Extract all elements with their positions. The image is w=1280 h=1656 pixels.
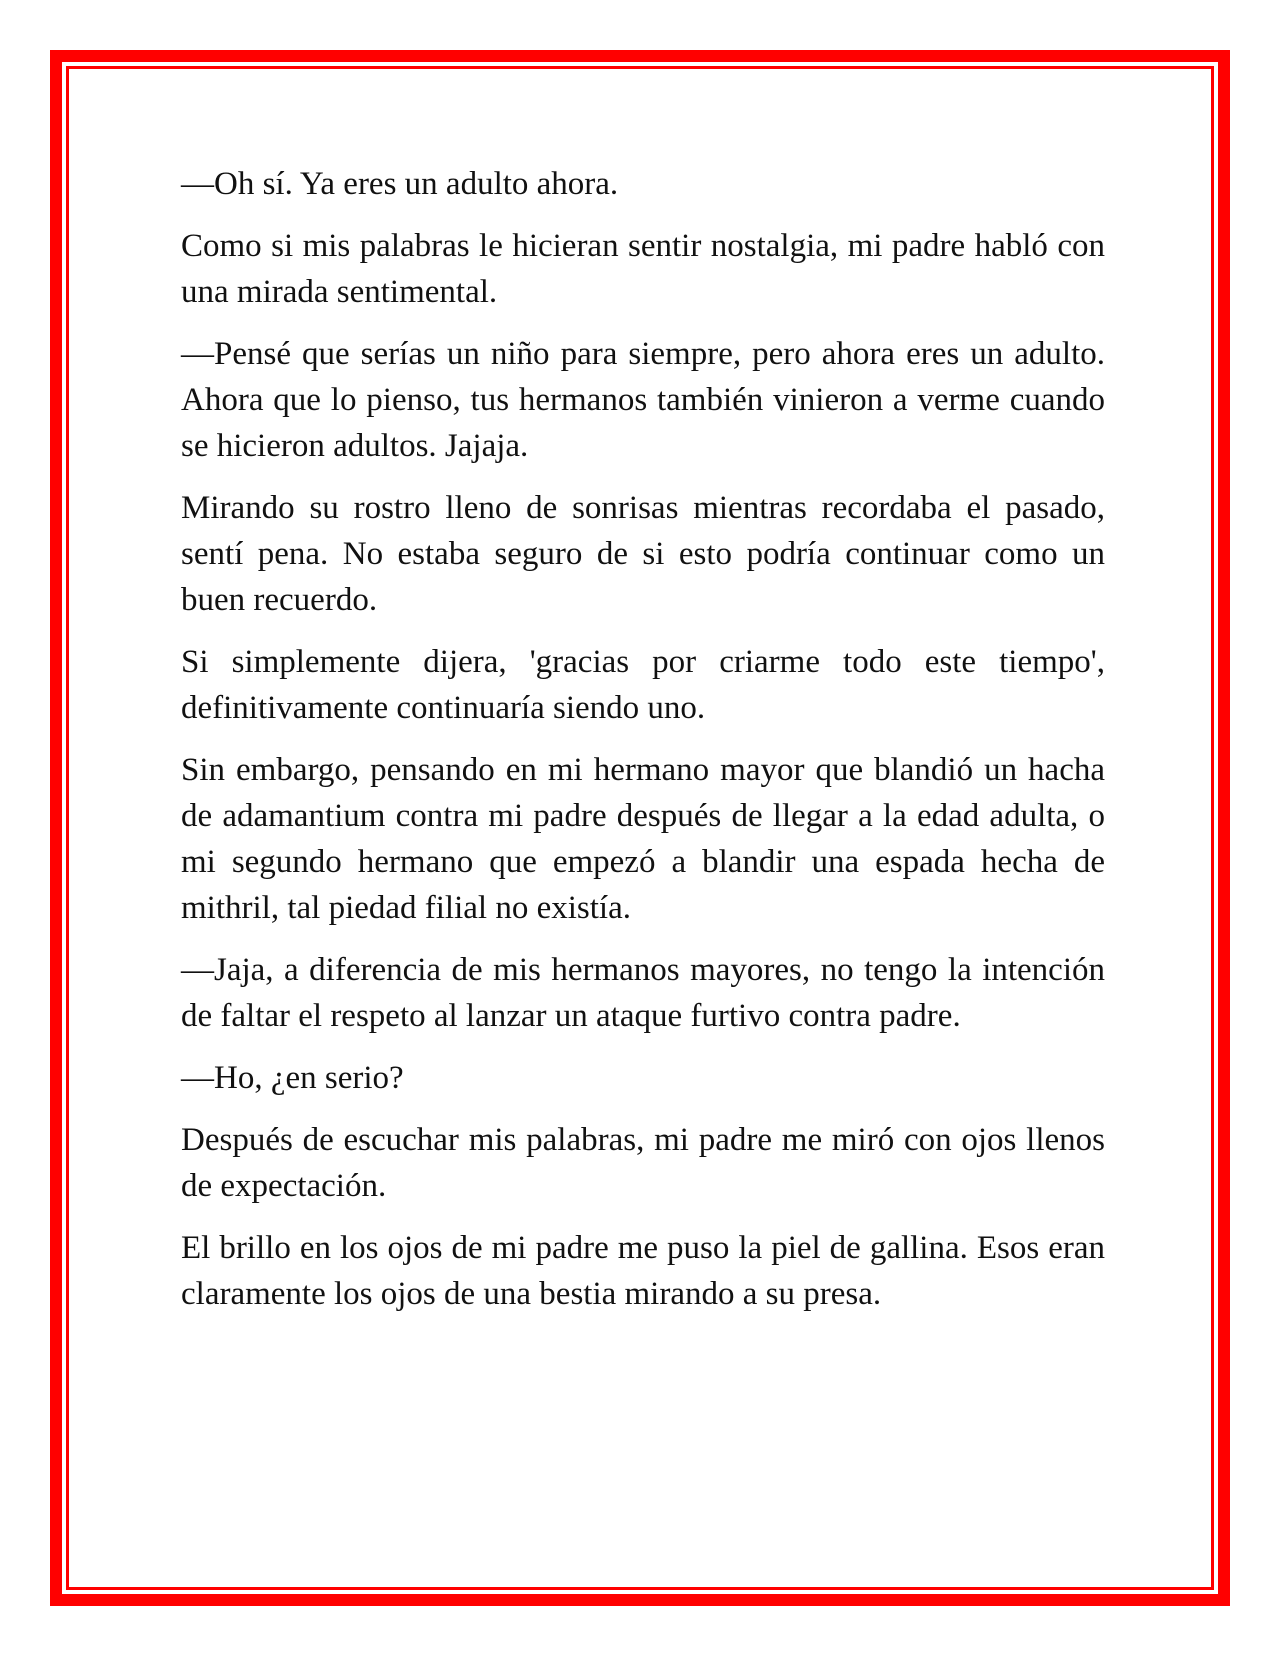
paragraph-10: El brillo en los ojos de mi padre me puso la piel de gallina. Esos eran claramente los ojos de una bestia mirando a su presa. xyxy=(181,1230,1105,1312)
paragraph-6: Sin embargo, pensando en mi hermano mayor que blandió un hacha de adamantium contra mi padre después de llegar a la edad adulta, o mi segundo hermano que empezó a blandir una espada hecha de mithril, tal piedad filial no existía. xyxy=(181,752,1105,926)
paragraph-7: —Jaja, a diferencia de mis hermanos mayores, no tengo la intención de faltar el respeto al lanzar un ataque furtivo contra padre. xyxy=(181,952,1105,1034)
paragraph-8: —Ho, ¿en serio? xyxy=(181,1060,404,1096)
paragraph-2: Como si mis palabras le hicieran sentir nostalgia, mi padre habló con una mirada sentimental. xyxy=(181,228,1105,310)
paragraph-1: —Oh sí. Ya eres un adulto ahora. xyxy=(181,166,619,202)
paragraph-5: Si simplemente dijera, 'gracias por criarme todo este tiempo', definitivamente continuaría siendo uno. xyxy=(181,644,1105,726)
paragraph-9: Después de escuchar mis palabras, mi padre me miró con ojos llenos de expectación. xyxy=(181,1122,1105,1204)
page-border-outer xyxy=(50,50,1230,1606)
page-border-inner xyxy=(66,66,1214,1590)
paragraph-3: —Pensé que serías un niño para siempre, pero ahora eres un adulto. Ahora que lo pienso, tus hermanos también vinieron a verme cuando se hicieron adultos. Jajaja. xyxy=(181,336,1105,464)
paragraph-4: Mirando su rostro lleno de sonrisas mientras recordaba el pasado, sentí pena. No estaba seguro de si esto podría continuar como un buen recuerdo. xyxy=(181,490,1105,618)
document-body xyxy=(181,161,1105,1333)
